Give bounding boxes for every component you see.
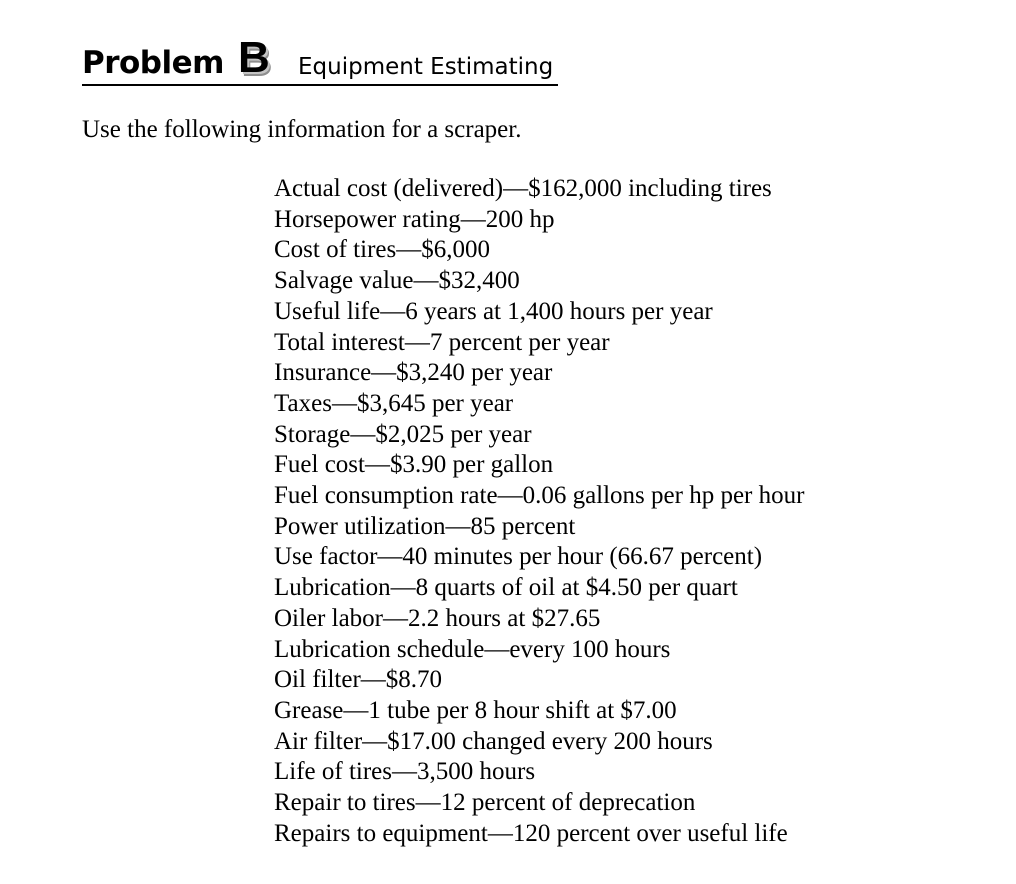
- spec-item: Life of tires—3,500 hours: [274, 758, 536, 786]
- spec-item: Insurance—$3,240 per year: [274, 359, 553, 387]
- heading-underline: [82, 84, 558, 86]
- spec-item: Repairs to equipment—120 percent over useful life: [274, 819, 788, 847]
- spec-item: Total interest—7 percent per year: [274, 328, 610, 356]
- spec-item: Oiler labor—2.2 hours at $27.65: [274, 604, 601, 632]
- spec-item: Actual cost (delivered)—$162,000 including tires: [274, 175, 772, 202]
- spec-item: Repair to tires—12 percent of deprecation: [274, 789, 696, 817]
- spec-item: Useful life—6 years at 1,400 hours per year: [274, 297, 713, 325]
- spec-item: Horsepower rating—200 hp: [274, 205, 555, 233]
- spec-item: Lubrication—8 quarts of oil at $4.50 per quart: [274, 574, 738, 602]
- spec-item: Grease—1 tube per 8 hour shift at $7.00: [274, 696, 677, 724]
- spec-item: Lubrication schedule—every 100 hours: [274, 635, 671, 663]
- problem-label: Problem: [82, 45, 224, 81]
- spec-item: Air filter—$17.00 changed every 200 hours: [274, 727, 713, 755]
- problem-letter: B: [238, 33, 270, 82]
- spec-item: Power utilization—85 percent: [274, 512, 576, 540]
- spec-item: Fuel cost—$3.90 per gallon: [274, 451, 554, 479]
- spec-item: Oil filter—$8.70: [274, 666, 443, 694]
- spec-item: Taxes—$3,645 per year: [274, 389, 514, 417]
- problem-heading: [82, 33, 558, 90]
- spec-item: Salvage value—$32,400: [274, 267, 520, 295]
- spec-item: Storage—$2,025 per year: [274, 420, 532, 448]
- spec-list: [274, 174, 804, 849]
- problem-subtitle: Equipment Estimating: [298, 54, 554, 80]
- spec-item: Use factor—40 minutes per hour (66.67 percent): [274, 543, 763, 571]
- spec-item: Cost of tires—$6,000: [274, 236, 490, 264]
- spec-item: Fuel consumption rate—0.06 gallons per hp per hour: [274, 482, 805, 510]
- intro-text: Use the following information for a scraper.: [82, 116, 522, 143]
